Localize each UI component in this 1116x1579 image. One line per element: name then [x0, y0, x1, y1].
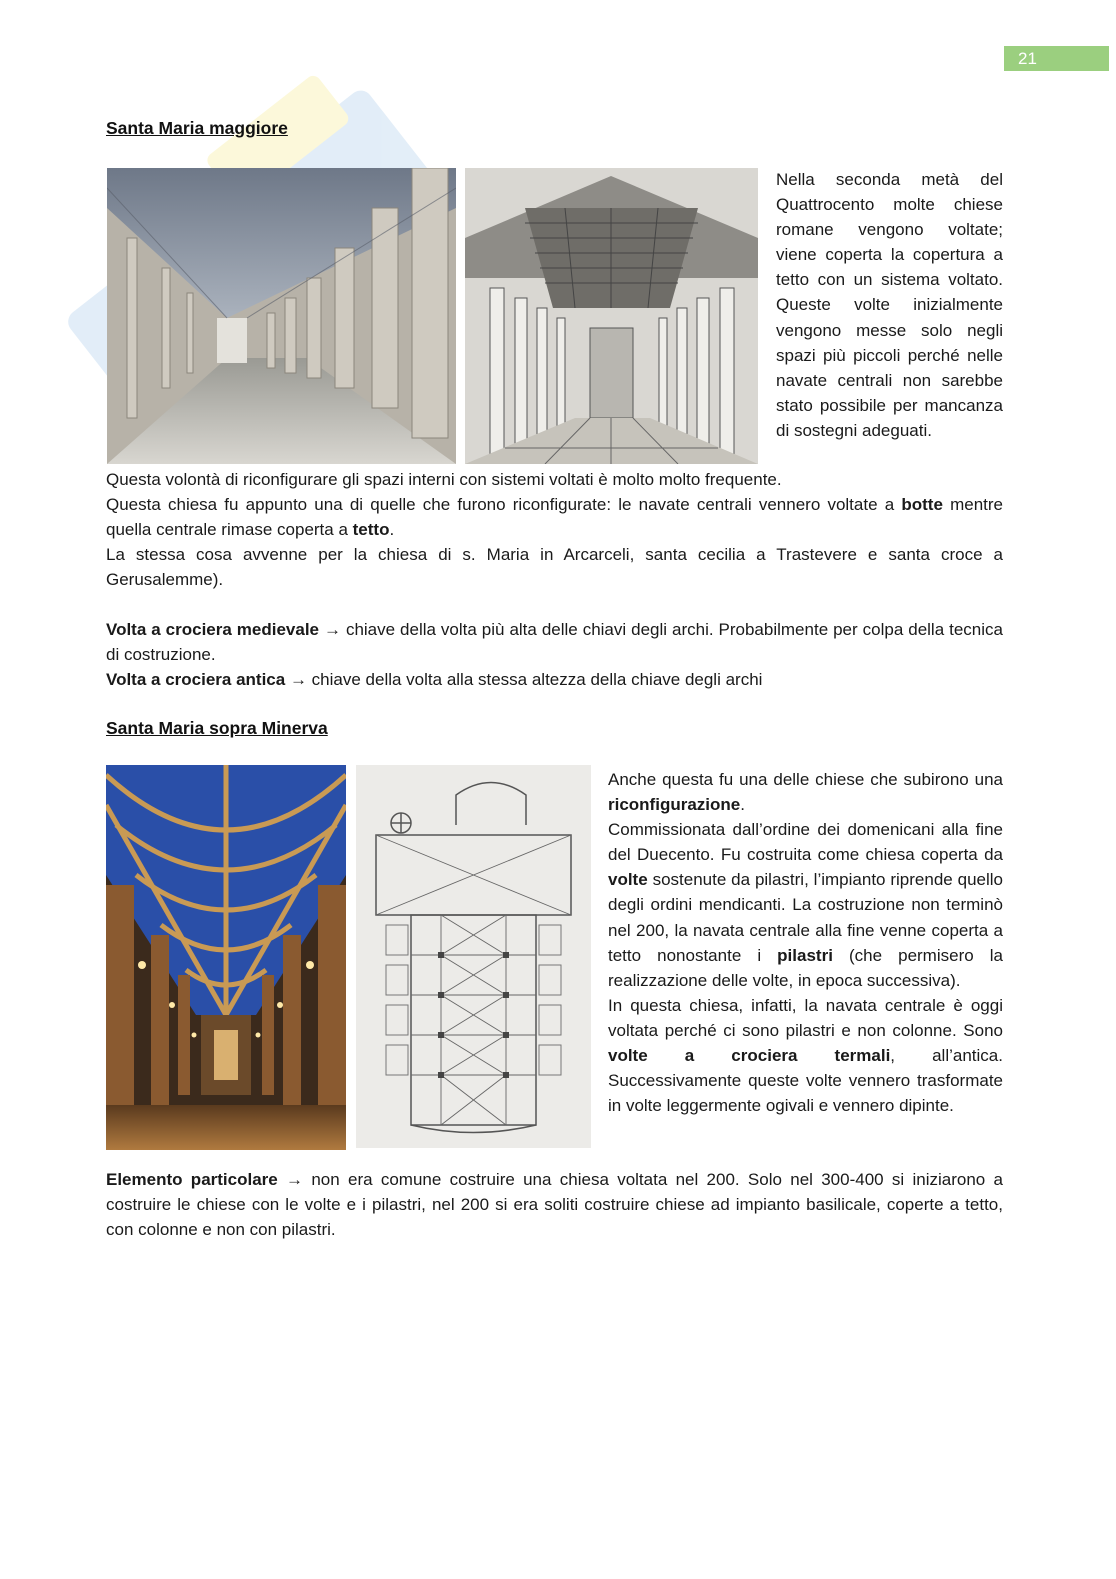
body-line-other-churches: La stessa cosa avvenne per la chiesa di s. Maria in Arcarceli, santa cecilia a Trastevere e santa croce a Gerusalemme).	[106, 545, 1003, 590]
section-heading-santa-maria-maggiore: Santa Maria maggiore	[106, 118, 288, 138]
section-heading-santa-maria-sopra-minerva: Santa Maria sopra Minerva	[106, 718, 328, 738]
santa-maria-maggiore-body	[106, 467, 1003, 592]
santa-maria-maggiore-side-text: Nella seconda metà del Quattrocento molte chiese romane vengono voltate; viene coperta la copertura a tetto con un sistema voltato. Queste volte inizialmente vengono messe solo negli spazi più piccoli perché nelle navate centrali non sarebbe stato possibile per mancanza di sostegni adeguati.	[776, 170, 1003, 440]
santa-maria-maggiore-interior-photo	[107, 168, 456, 464]
santa-maria-sopra-minerva-interior-photo	[106, 765, 346, 1150]
medieval-vault-definition: Volta a crociera medievale → chiave della volta più alta delle chiavi degli archi. Probabilmente per colpa della tecnica di costruzione.	[106, 620, 1003, 665]
arrow-right-icon: →	[323, 620, 341, 639]
body-line-frequency: Questa volontà di riconfigurare gli spazi interni con sistemi voltati è molto molto frequente.	[106, 470, 782, 489]
santa-maria-maggiore-engraving	[465, 168, 758, 464]
vault-definitions	[106, 617, 1003, 692]
arrow-right-icon: →	[286, 1170, 304, 1189]
body-line-reconfiguration: Questa chiesa fu appunto una di quelle che furono riconfigurate: le navate centrali vennero voltate a botte mentre quella centrale rimase coperta a tetto.	[106, 495, 1003, 540]
santa-maria-sopra-minerva-side-text	[608, 767, 1003, 1118]
minerva-paragraph-history: Commissionata dall’ordine dei domenicani alla fine del Duecento. Fu costruita come chiesa coperta da volte sostenute da pilastri, l’impianto riprende quello degli ordini mendicanti. La costruzione non terminò nel 200, la navata centrale alla fine venne coperta a tetto nonostante i pilastri (che permisero la realizzazione delle volte, in epoca successiva).	[608, 820, 1003, 990]
page-number: 21	[1004, 46, 1109, 71]
minerva-paragraph-reconfiguration: Anche questa fu una delle chiese che subirono una riconfigurazione.	[608, 770, 1003, 815]
arrow-right-icon: →	[289, 670, 307, 690]
ancient-vault-definition: Volta a crociera antica → chiave della volta alla stessa altezza della chiave degli archi	[106, 670, 763, 690]
santa-maria-sopra-minerva-floor-plan	[356, 765, 591, 1148]
minerva-paragraph-vaults: In questa chiesa, infatti, la navata centrale è oggi voltata perché ci sono pilastri e non colonne. Sono volte a crociera termali, all’antica. Successivamente queste volte vennero trasformate in volte leggermente ogivali e vennero dipinte.	[608, 995, 1003, 1116]
particular-element-note: Elemento particolare → non era comune costruire una chiesa voltata nel 200. Solo nel 300-400 si iniziarono a costruire le chiese con le volte e i pilastri, nel 200 si era soliti costruire chiese ad impianto basilicale, coperte a tetto, con colonne e non con pilastri.	[106, 1170, 1003, 1240]
